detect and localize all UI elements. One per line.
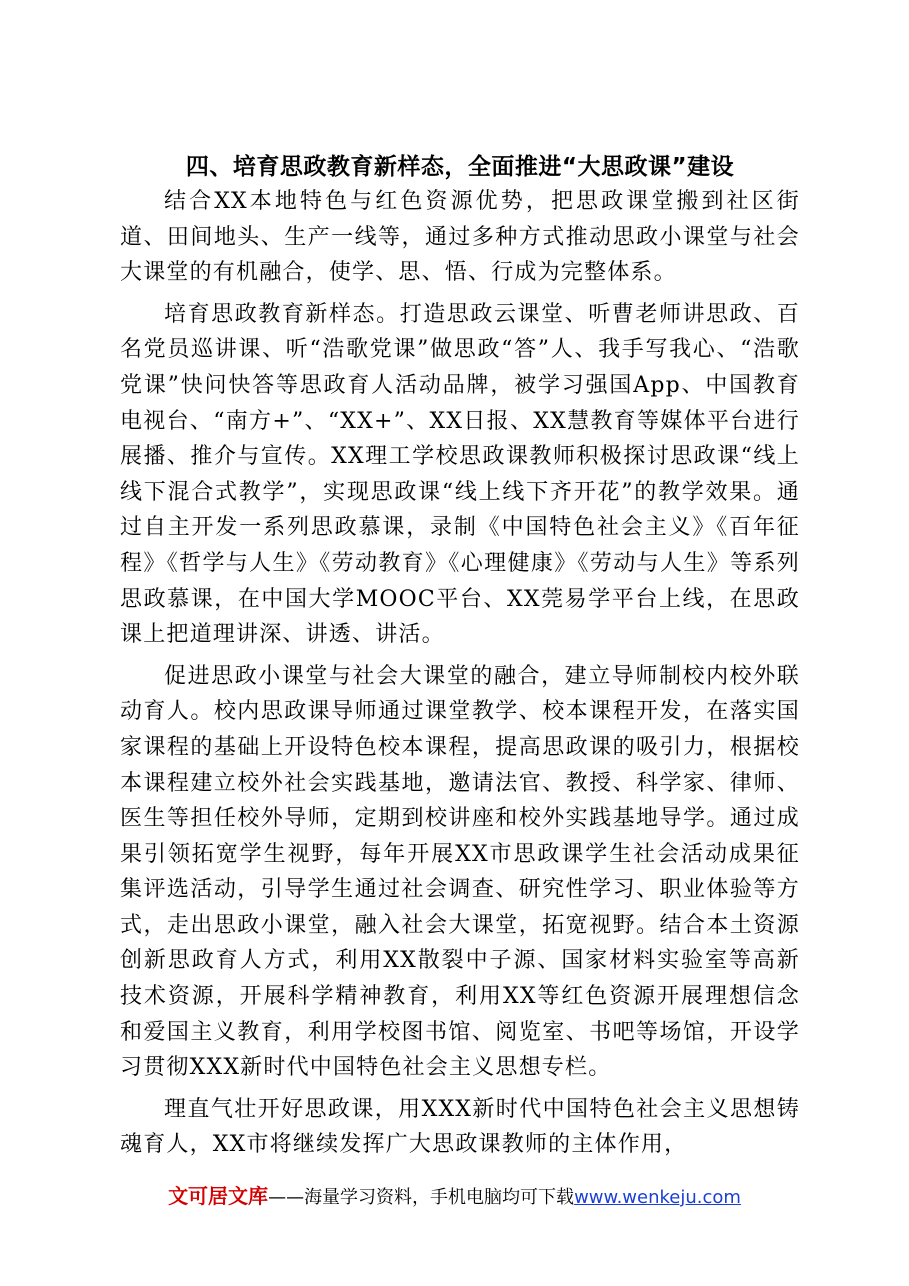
paragraph-conclusion: 理直气壮开好思政课，用XXX新时代中国特色社会主义思想铸魂育人，XX市将继续发挥广大思政课教师的主体作用， [120, 1096, 800, 1158]
paragraph-new-forms: 培育思政教育新样态。打造思政云课堂、听曹老师讲思政、百名党员巡讲课、听“浩歌党课”做思政“答”人、我手写我心、“浩歌党课”快问快答等思政育人活动品牌，被学习强国App、中国教育电视台、“南方+”、“XX+”、XX日报、XX慧教育等媒体平台进行展播、推介与宣传。XX理工学校思政课教师积极探讨思政课“线上线下混合式教学”，实现思政课“线上线下齐开花”的教学效果。通过自主开发一系列思政慕课，录制《中国特色社会主义》《百年征程》《哲学与人生》《劳动教育》《心理健康》《劳动与人生》等系列思政慕课，在中国大学MOOC平台、XX莞易学平台上线，在思政课上把道理讲深、讲透、讲活。 [120, 301, 800, 648]
brand-name: 文可居文库 [168, 1184, 269, 1208]
footer-tagline: ——海量学习资料，手机电脑均可下载 [268, 1187, 575, 1208]
section-heading: 四、培育思政教育新样态，全面推进“大思政课”建设 [185, 154, 735, 180]
page-footer [0, 1180, 909, 1209]
paragraph-integration: 促进思政小课堂与社会大课堂的融合，建立导师制校内校外联动育人。校内思政课导师通过课堂教学、校本课程开发，在落实国家课程的基础上开设特色校本课程，提高思政课的吸引力，根据校本课程建立校外社会实践基地，邀请法官、教授、科学家、律师、医生等担任校外导师，定期到校讲座和校外实践基地导学。通过成果引领拓宽学生视野，每年开展XX市思政课学生社会活动成果征集评选活动，引导学生通过社会调查、研究性学习、职业体验等方式，走出思政小课堂，融入社会大课堂，拓宽视野。结合本土资源创新思政育人方式，利用XX散裂中子源、国家材料实验室等高新技术资源，开展科学精神教育，利用XX等红色资源开展理想信念和爱国主义教育，利用学校图书馆、阅览室、书吧等场馆，开设学习贯彻XXX新时代中国特色社会主义思想专栏。 [120, 663, 800, 1081]
paragraph-intro: 结合XX本地特色与红色资源优势，把思政课堂搬到社区街道、田间地头、生产一线等，通过多种方式推动思政小课堂与社会大课堂的有机融合，使学、思、悟、行成为完整体系。 [120, 189, 800, 286]
website-link[interactable]: www.wenkeju.com [574, 1187, 741, 1208]
document-body [120, 150, 800, 1169]
